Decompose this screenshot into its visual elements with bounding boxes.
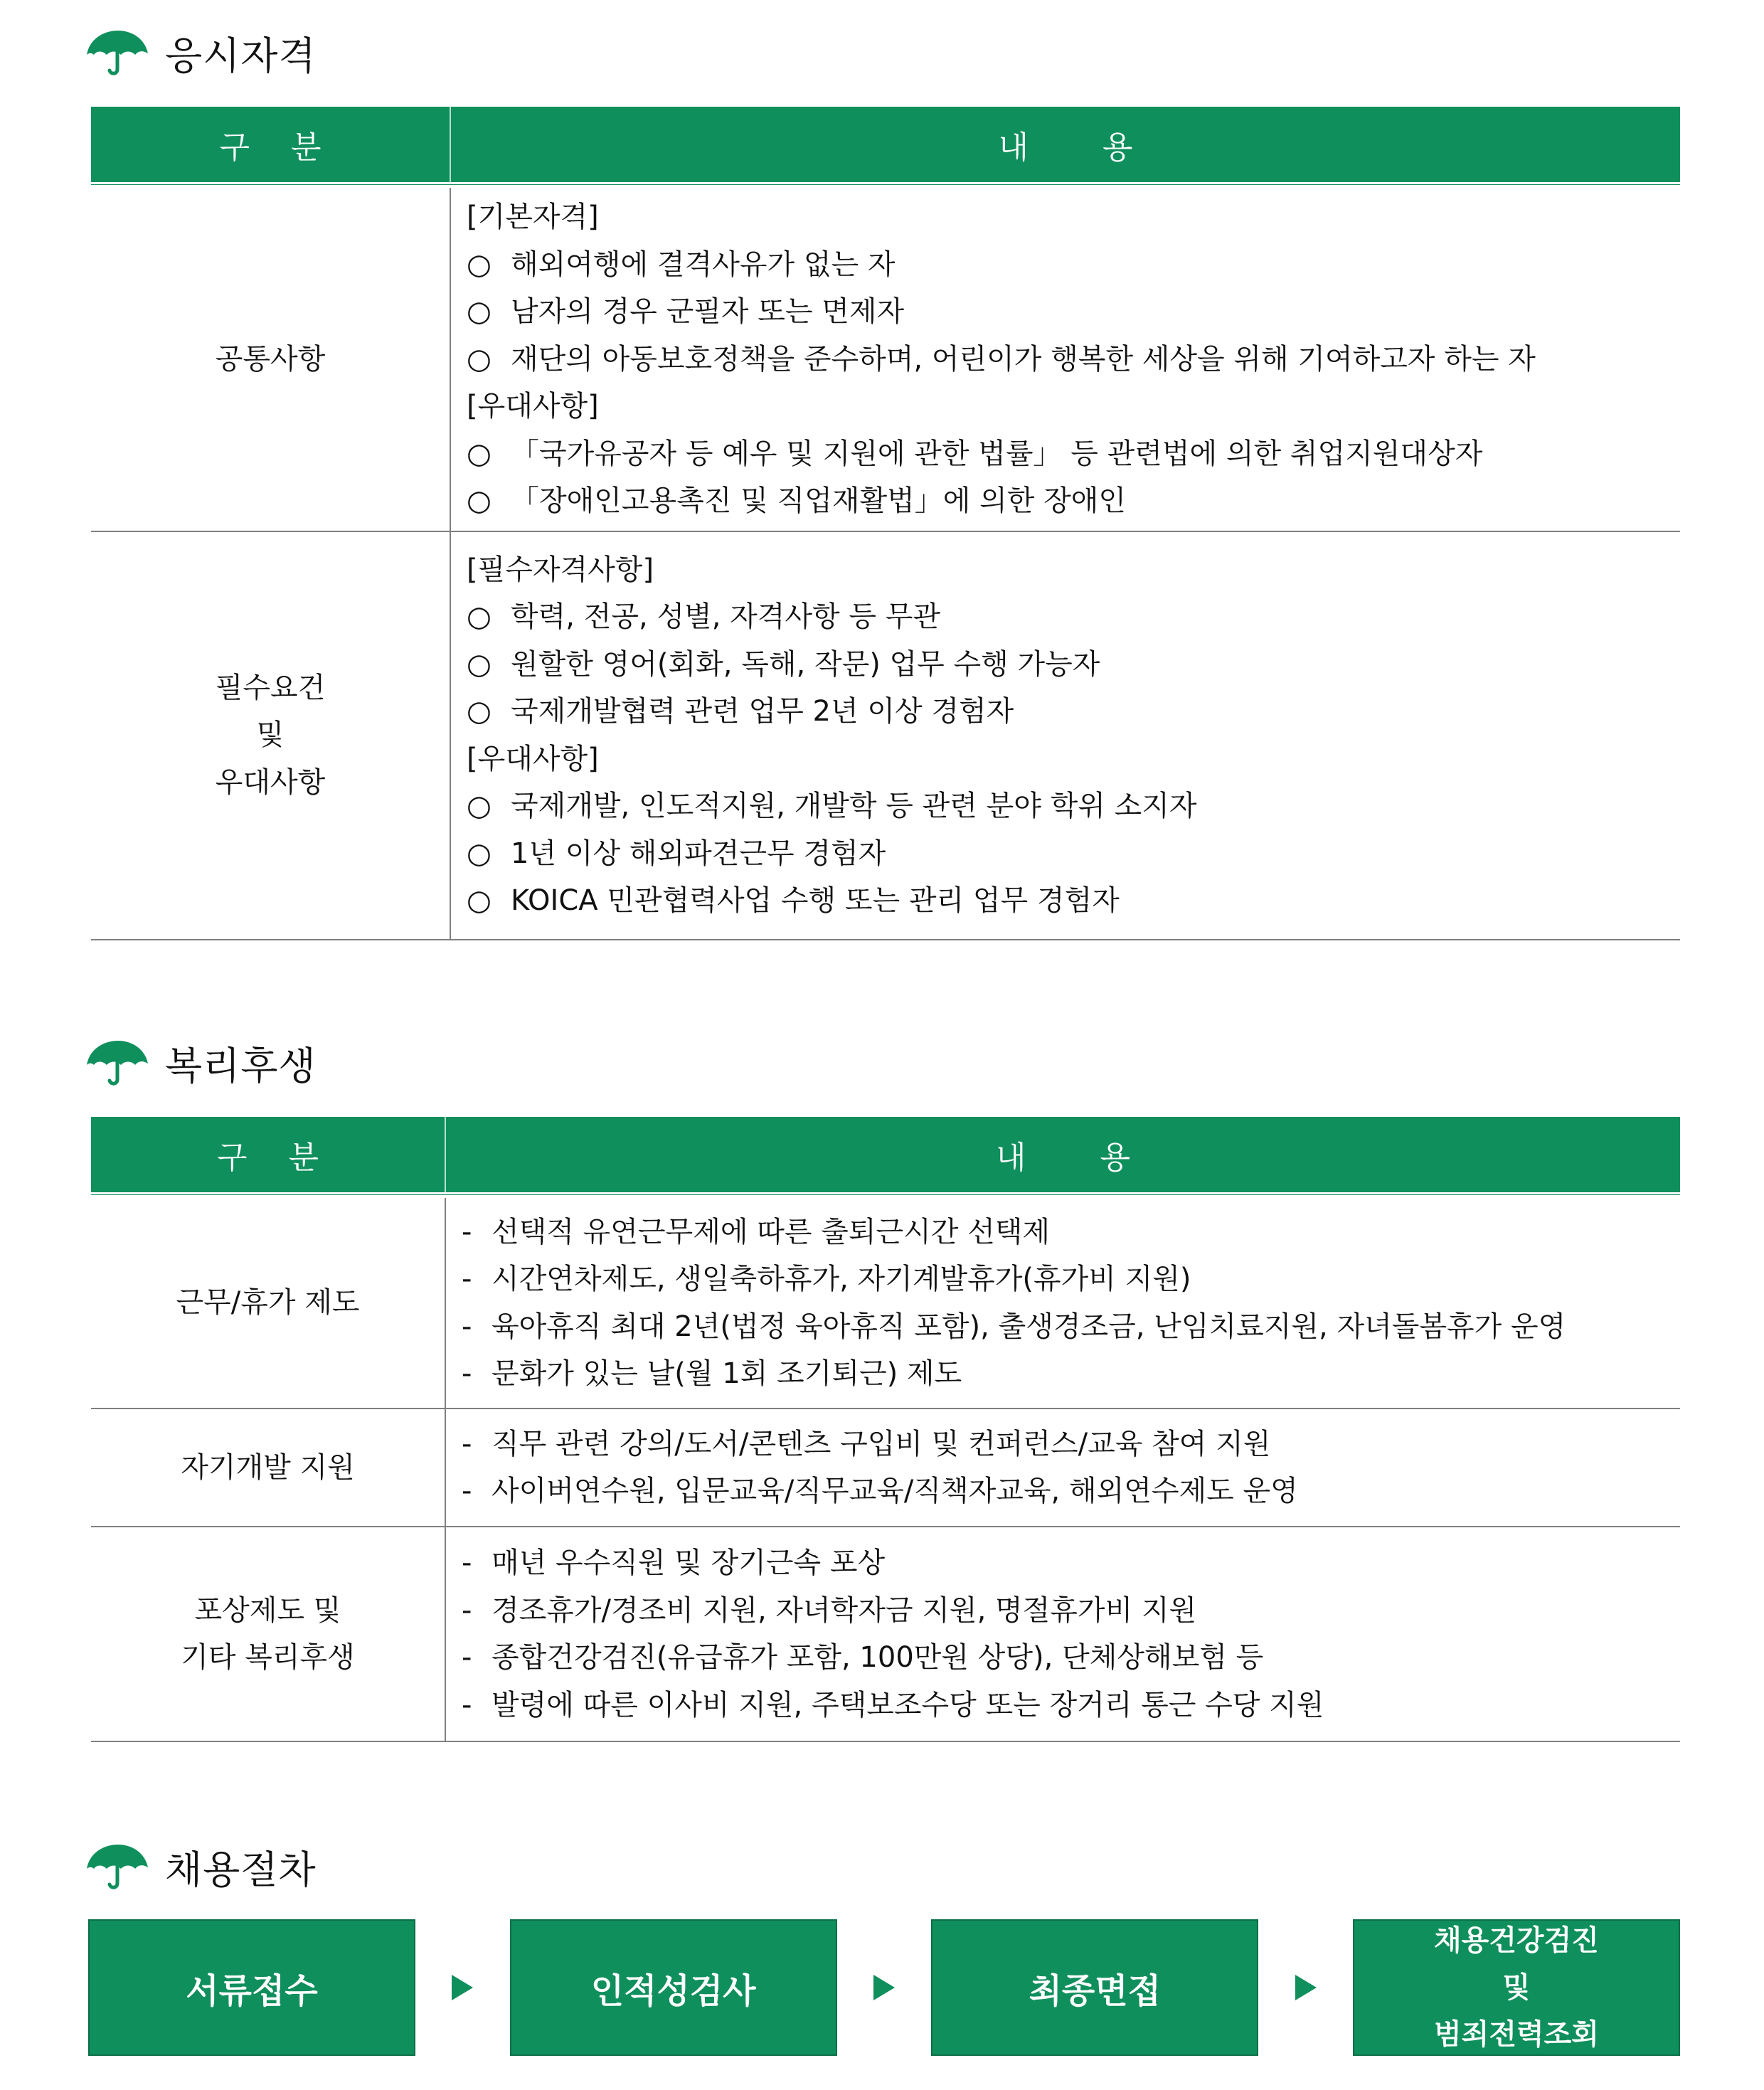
table-row (91, 1409, 1680, 1527)
section-title-label: 복리후생 (165, 1044, 317, 1088)
section-title-label: 채용절차 (165, 1847, 317, 1892)
umbrella-icon (84, 1038, 149, 1089)
list-item-text: 발령에 따른 이사비 지원, 주택보조수당 또는 장거리 통근 수당 지원 (492, 1688, 1324, 1722)
umbrella-icon (84, 28, 149, 79)
section-title-process (84, 1840, 317, 1894)
list-item (467, 430, 1680, 478)
category-line: 근무/휴가 제도 (176, 1286, 360, 1320)
circle-bullet-icon: ○ (467, 647, 492, 681)
list-item (462, 1587, 1680, 1635)
list-item (462, 1421, 1680, 1468)
circle-bullet-icon: ○ (467, 295, 492, 328)
section-title-welfare (84, 1036, 317, 1091)
circle-bullet-icon: ○ (467, 695, 492, 728)
dash-marker: - (462, 1215, 472, 1248)
list-item-text: 매년 우수직원 및 장기근속 포상 (492, 1547, 886, 1579)
list-item-text: 문화가 있는 날(월 1회 조기퇴근) 제도 (492, 1357, 962, 1390)
process-step (510, 1919, 837, 2056)
category-line: 우대사항 (215, 765, 326, 799)
list-item-text: 선택적 유연근무제에 따른 출퇴근시간 선택제 (492, 1215, 1051, 1248)
circle-bullet-icon: ○ (467, 437, 492, 470)
list-item-text: 사이버연수원, 입문교육/직무교육/직책자교육, 해외연수제도 운영 (492, 1475, 1298, 1507)
dash-marker: - (462, 1310, 472, 1343)
list-item (462, 1209, 1680, 1256)
list-item-text: 국제개발, 인도적지원, 개발학 등 관련 분야 학위 소지자 (511, 790, 1197, 822)
list-item (467, 641, 1680, 689)
qualification-table (91, 107, 1680, 940)
section-title-qualification (84, 26, 317, 80)
process-step (931, 1919, 1258, 2056)
subheading: [기본자격] (467, 201, 599, 233)
table-row (91, 1527, 1680, 1741)
list-item-text: 1년 이상 해외파견근무 경험자 (511, 837, 886, 870)
list-item (462, 1256, 1680, 1303)
header-category: 구 분 (91, 1117, 445, 1195)
dash-marker: - (462, 1547, 472, 1579)
row-category (91, 1195, 445, 1409)
circle-bullet-icon: ○ (467, 884, 492, 917)
table-header-row (91, 107, 1680, 185)
dash-marker: - (462, 1427, 472, 1460)
list-item-text: 재단의 아동보호정책을 준수하며, 어린이가 행복한 세상을 위해 기여하고자 하는 자 (511, 342, 1536, 376)
list-item-text: KOICA 민관협력사업 수행 또는 관리 업무 경험자 (511, 884, 1120, 917)
list-item (462, 1303, 1680, 1351)
circle-bullet-icon: ○ (467, 342, 492, 376)
list-item-text: 해외여행에 결격사유가 없는 자 (511, 248, 896, 281)
list-item (467, 783, 1680, 830)
row-content (450, 531, 1680, 940)
process-flow (88, 1918, 1680, 2057)
section-title-label: 응시자격 (165, 33, 317, 78)
circle-bullet-icon: ○ (467, 484, 492, 517)
list-item (467, 830, 1680, 878)
row-content (445, 1409, 1680, 1527)
list-item (467, 688, 1680, 736)
row-content (445, 1195, 1680, 1409)
list-item (462, 1468, 1680, 1515)
row-category (91, 185, 450, 531)
list-item-text: 경조휴가/경조비 지원, 자녀학자금 지원, 명절휴가비 지원 (492, 1593, 1197, 1627)
category-line: 기타 복리후생 (181, 1641, 355, 1674)
list-item (467, 288, 1680, 336)
table-header-row (91, 1117, 1680, 1195)
step-label: 및 (1502, 1971, 1531, 2004)
list-item (462, 1350, 1680, 1398)
dash-marker: - (462, 1263, 472, 1295)
step-label: 최종면접 (1029, 1970, 1162, 2011)
dash-marker: - (462, 1475, 472, 1507)
step-label: 인적성검사 (590, 1970, 756, 2011)
row-content (445, 1527, 1680, 1741)
list-item (467, 477, 1680, 525)
process-step (1353, 1919, 1680, 2056)
triangle-right-icon (1295, 1975, 1317, 2000)
list-item (467, 336, 1680, 383)
header-category: 구 분 (91, 107, 450, 185)
triangle-right-icon (452, 1975, 473, 2000)
subheading: [우대사항] (467, 742, 599, 775)
circle-bullet-icon: ○ (467, 600, 492, 633)
header-content: 내 용 (445, 1117, 1680, 1195)
category-line: 포상제도 및 (194, 1593, 341, 1627)
list-item-text: 「장애인고용촉진 및 직업재활법」에 의한 장애인 (511, 484, 1127, 517)
umbrella-icon (84, 1842, 149, 1893)
list-item (462, 1634, 1680, 1682)
list-item-text: 원할한 영어(회화, 독해, 작문) 업무 수행 가능자 (511, 647, 1100, 681)
row-category (91, 1409, 445, 1527)
category-line: 필수요건 (215, 671, 326, 704)
header-content: 내 용 (450, 107, 1680, 185)
subheading: [필수자격사항] (467, 553, 654, 586)
circle-bullet-icon: ○ (467, 248, 492, 281)
dash-marker: - (462, 1641, 472, 1674)
list-item-text: 국제개발협력 관련 업무 2년 이상 경험자 (511, 695, 1014, 728)
list-item-text: 육아휴직 최대 2년(법정 육아휴직 포함), 출생경조금, 난임치료지원, 자녀돌봄휴가 운영 (492, 1310, 1566, 1343)
table-row (91, 531, 1680, 940)
category-line: 자기개발 지원 (181, 1450, 355, 1484)
circle-bullet-icon: ○ (467, 790, 492, 822)
list-item (467, 593, 1680, 641)
step-label: 채용건강검진 (1434, 1924, 1599, 1957)
list-item (462, 1539, 1680, 1587)
row-category (91, 1527, 445, 1741)
list-item-text: 학력, 전공, 성별, 자격사항 등 무관 (511, 600, 941, 633)
list-item-text: 직무 관련 강의/도서/콘텐츠 구입비 및 컨퍼런스/교육 참여 지원 (492, 1427, 1271, 1460)
row-content (450, 185, 1680, 531)
dash-marker: - (462, 1357, 472, 1390)
list-item (462, 1682, 1680, 1729)
table-row (91, 185, 1680, 531)
process-step (88, 1919, 415, 2056)
welfare-table (91, 1117, 1680, 1742)
step-label: 범죄전력조회 (1434, 2018, 1599, 2051)
category-line: 공통사항 (215, 342, 326, 376)
dash-marker: - (462, 1688, 472, 1722)
list-item-text: 남자의 경우 군필자 또는 면제자 (511, 295, 905, 328)
list-item-text: 「국가유공자 등 예우 및 지원에 관한 법률」 등 관련법에 의한 취업지원대상자 (511, 437, 1483, 470)
list-item-text: 시간연차제도, 생일축하휴가, 자기계발휴가(휴가비 지원) (492, 1263, 1191, 1295)
category-line: 및 (256, 718, 285, 752)
row-category (91, 531, 450, 940)
step-label: 서류접수 (186, 1970, 318, 2011)
triangle-right-icon (873, 1975, 895, 2000)
dash-marker: - (462, 1593, 472, 1627)
circle-bullet-icon: ○ (467, 837, 492, 870)
list-item-text: 종합건강검진(유급휴가 포함, 100만원 상당), 단체상해보험 등 (492, 1641, 1264, 1674)
subheading: [우대사항] (467, 390, 599, 423)
list-item (467, 241, 1680, 289)
list-item (467, 877, 1680, 925)
table-row (91, 1195, 1680, 1409)
